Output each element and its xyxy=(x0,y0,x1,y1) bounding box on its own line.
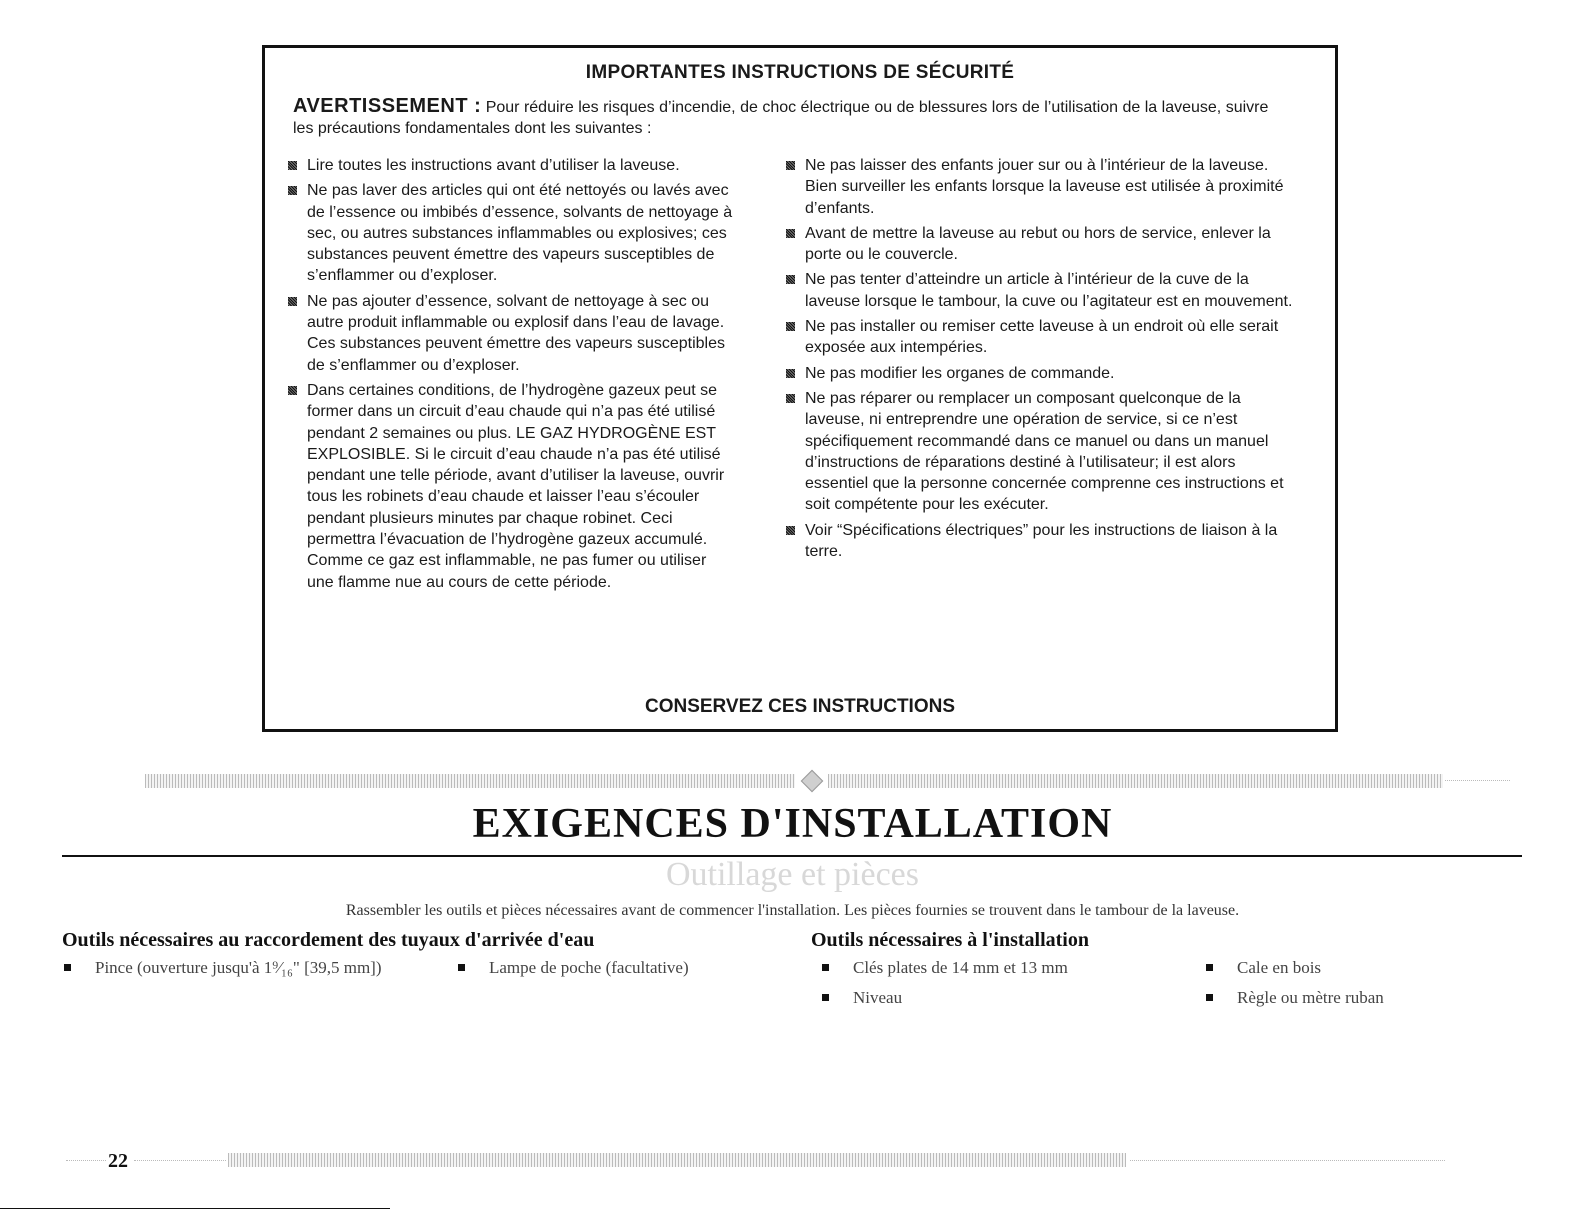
bullet-icon xyxy=(786,394,795,403)
bullet-icon xyxy=(288,161,297,170)
section-intro: Rassembler les outils et pièces nécessaires avant de commencer l'installation. Les pièces fournies se trouvent dans le tambour de la laveuse. xyxy=(345,902,1240,919)
safety-left-column xyxy=(287,155,737,597)
bullet-icon xyxy=(458,964,465,971)
bullet-icon xyxy=(786,275,795,284)
bullet-icon xyxy=(786,526,795,535)
list-item: Ne pas laver des articles qui ont été nettoyés ou lavés avec de l’essence ou imbibés d’essence, solvants de nettoyage à sec, ou autres substances inflammables ou explosives; ces substances peuvent émettre des vapeurs susceptibles de s’enflammer ou d’exploser. xyxy=(287,180,737,286)
safety-right-column xyxy=(785,155,1295,566)
section-title: EXIGENCES D'INSTALLATION xyxy=(472,801,1113,847)
warning-lead: AVERTISSEMENT : xyxy=(293,95,482,117)
list-item: Lampe de poche (facultative) xyxy=(458,958,689,978)
bullet-icon xyxy=(786,161,795,170)
footer-dotted-line xyxy=(1130,1160,1445,1161)
bullet-icon xyxy=(1206,994,1213,1001)
list-item: Règle ou mètre ruban xyxy=(1206,988,1384,1008)
list-item: Avant de mettre la laveuse au rebut ou hors de service, enlever la porte ou le couvercle. xyxy=(785,223,1295,266)
safety-instructions-box xyxy=(262,45,1338,732)
footer-dotted-line xyxy=(66,1160,106,1161)
bottom-rule xyxy=(0,1208,390,1209)
list-item: Voir “Spécifications électriques” pour les instructions de liaison à la terre. xyxy=(785,520,1295,563)
footer-decorative-bar xyxy=(228,1153,1126,1167)
list-item: Ne pas ajouter d’essence, solvant de nettoyage à sec ou autre produit inflammable ou explosif dans l’eau de lavage. Ces substances peuvent émettre des vapeurs susceptibles de s’enflammer ou d’exploser. xyxy=(287,291,737,376)
warning-text: Pour réduire les risques d’incendie, de choc électrique ou de blessures lors de l’utilisation de la laveuse, suivre les précautions fondamentales dont les suivantes : xyxy=(293,99,1269,137)
decorative-divider-right xyxy=(828,774,1443,788)
install-tools-heading: Outils nécessaires à l'installation xyxy=(811,929,1089,951)
dotted-divider-tail xyxy=(1445,780,1510,781)
list-item: Cale en bois xyxy=(1206,958,1321,978)
bullet-icon xyxy=(288,386,297,395)
list-item: Ne pas installer ou remiser cette laveuse à un endroit où elle serait exposée aux intempéries. xyxy=(785,316,1295,359)
water-tools-heading: Outils nécessaires au raccordement des tuyaux d'arrivée d'eau xyxy=(62,929,595,951)
footer-dotted-line xyxy=(134,1160,226,1161)
bullet-icon xyxy=(786,369,795,378)
bullet-icon xyxy=(822,964,829,971)
list-item: Ne pas réparer ou remplacer un composant quelconque de la laveuse, ni entreprendre une opération de service, si ce n’est spécifiquement recommandé dans ce manuel ou dans un manuel d’instructions de réparations destiné à l’utilisateur; il est alors essentiel que la personne concernée comprenne ces instructions et soit compétente pour les exécuter. xyxy=(785,388,1295,516)
bullet-icon xyxy=(786,229,795,238)
bullet-icon xyxy=(786,322,795,331)
list-item: Ne pas modifier les organes de commande. xyxy=(785,363,1295,384)
safety-title: IMPORTANTES INSTRUCTIONS DE SÉCURITÉ xyxy=(585,62,1015,83)
decorative-divider-left xyxy=(145,774,795,788)
section-subtitle: Outillage et pièces xyxy=(665,856,919,893)
bullet-icon xyxy=(288,186,297,195)
list-item: Ne pas laisser des enfants jouer sur ou à l’intérieur de la laveuse. Bien surveiller les enfants lorsque la laveuse est utilisée à proximité d’enfants. xyxy=(785,155,1295,219)
list-item: Lire toutes les instructions avant d’utiliser la laveuse. xyxy=(287,155,737,176)
warning-paragraph xyxy=(293,96,1275,139)
diamond-icon xyxy=(801,770,824,793)
list-item: Ne pas tenter d’atteindre un article à l’intérieur de la cuve de la laveuse lorsque le tambour, la cuve ou l’agitateur est en mouvement. xyxy=(785,269,1295,312)
page-number: 22 xyxy=(108,1150,128,1172)
list-item: Niveau xyxy=(822,988,902,1008)
list-item: Pince (ouverture jusqu'à 1⁹⁄₁₆" [39,5 mm]) xyxy=(64,958,382,978)
bullet-icon xyxy=(822,994,829,1001)
bullet-icon xyxy=(288,297,297,306)
list-item: Dans certaines conditions, de l’hydrogène gazeux peut se former dans un circuit d’eau chaude qui n’a pas été utilisé pendant 2 semaines ou plus. LE GAZ HYDROGÈNE EST EXPLOSIBLE. Si le circuit d’eau chaude n’a pas été utilisé pendant une telle période, avant d’utiliser la laveuse, ouvrir tous les robinets d’eau chaude et laisser l’eau s’écouler pendant plusieurs minutes par chaque robinet. Ceci permettra l’évacuation de l’hydrogène gazeux accumulé. Comme ce gaz est inflammable, ne pas fumer ou utiliser une flamme nue au cours de cette période. xyxy=(287,380,737,593)
bullet-icon xyxy=(64,964,71,971)
bullet-icon xyxy=(1206,964,1213,971)
list-item: Clés plates de 14 mm et 13 mm xyxy=(822,958,1068,978)
save-instructions-footer: CONSERVEZ CES INSTRUCTIONS xyxy=(644,696,956,717)
